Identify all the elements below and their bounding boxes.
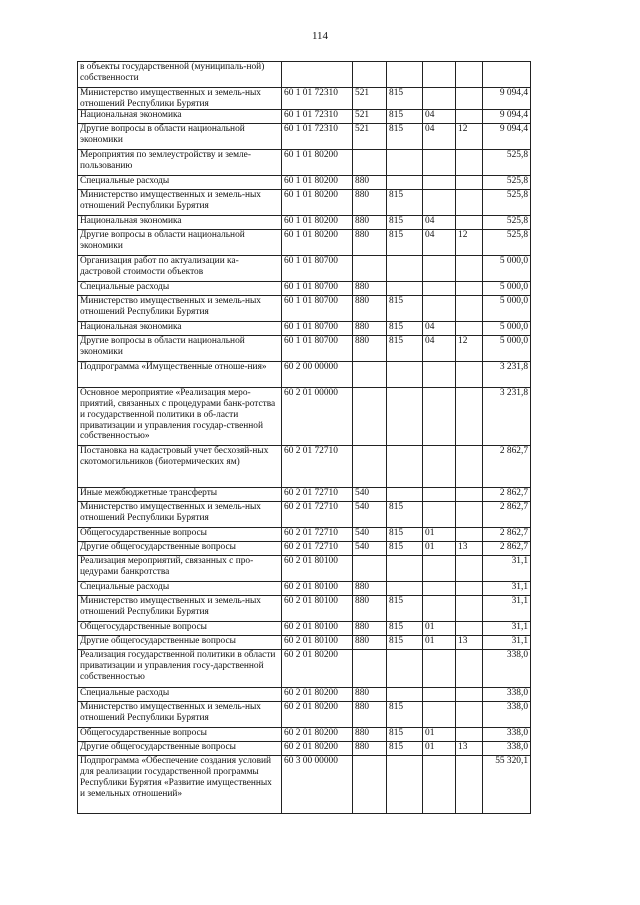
row-code-cell: 60 1 01 72310 bbox=[282, 124, 353, 150]
budget-table bbox=[77, 61, 531, 814]
row-sum-cell: 525,8 bbox=[483, 216, 531, 230]
row-name-cell: Министерство имущественных и земель-ных отношений Республики Бурятия bbox=[78, 596, 282, 622]
row-code-cell: 60 2 01 72710 bbox=[282, 488, 353, 502]
row-ministry-code-cell: 815 bbox=[387, 742, 423, 756]
row-sum-cell: 5 000,0 bbox=[483, 282, 531, 296]
table-row bbox=[78, 556, 531, 582]
row-expense-type-cell: 540 bbox=[353, 542, 387, 556]
table-row bbox=[78, 190, 531, 216]
row-expense-type-cell: 540 bbox=[353, 488, 387, 502]
row-ministry-code-cell bbox=[387, 556, 423, 582]
row-expense-type-cell: 880 bbox=[353, 702, 387, 728]
row-name-cell: Другие вопросы в области национальной экономики bbox=[78, 336, 282, 362]
row-sum-cell: 2 862,7 bbox=[483, 488, 531, 502]
row-expense-type-cell: 880 bbox=[353, 336, 387, 362]
row-subsection-cell bbox=[456, 502, 483, 528]
table-row bbox=[78, 256, 531, 282]
row-code-cell bbox=[282, 62, 353, 88]
row-section-cell: 04 bbox=[423, 124, 456, 150]
row-section-cell: 01 bbox=[423, 728, 456, 742]
row-section-cell bbox=[423, 176, 456, 190]
row-subsection-cell bbox=[456, 650, 483, 688]
row-sum-cell: 525,8 bbox=[483, 150, 531, 176]
row-sum-cell: 525,8 bbox=[483, 230, 531, 256]
row-section-cell bbox=[423, 190, 456, 216]
row-code-cell: 60 1 01 80700 bbox=[282, 322, 353, 336]
row-expense-type-cell bbox=[353, 556, 387, 582]
row-name-cell: Министерство имущественных и земель-ных отношений Республики Бурятия bbox=[78, 190, 282, 216]
row-code-cell: 60 1 01 72310 bbox=[282, 110, 353, 124]
row-name-cell: Общегосударственные вопросы bbox=[78, 528, 282, 542]
row-subsection-cell bbox=[456, 528, 483, 542]
row-expense-type-cell bbox=[353, 756, 387, 814]
row-subsection-cell bbox=[456, 556, 483, 582]
row-name-cell: Реализация государственной политики в области приватизации и управления госу-дарственной собственностью bbox=[78, 650, 282, 688]
row-name-cell: Организация работ по актуализации ка-дастровой стоимости объектов bbox=[78, 256, 282, 282]
row-name-cell: Специальные расходы bbox=[78, 582, 282, 596]
row-sum-cell: 2 862,7 bbox=[483, 502, 531, 528]
row-sum-cell: 525,8 bbox=[483, 190, 531, 216]
row-code-cell: 60 2 01 80200 bbox=[282, 702, 353, 728]
row-expense-type-cell: 880 bbox=[353, 322, 387, 336]
row-code-cell: 60 3 00 00000 bbox=[282, 756, 353, 814]
row-subsection-cell: 12 bbox=[456, 230, 483, 256]
row-ministry-code-cell: 815 bbox=[387, 110, 423, 124]
row-sum-cell: 338,0 bbox=[483, 728, 531, 742]
row-expense-type-cell bbox=[353, 150, 387, 176]
row-subsection-cell: 13 bbox=[456, 742, 483, 756]
row-subsection-cell: 12 bbox=[456, 124, 483, 150]
row-section-cell bbox=[423, 388, 456, 446]
row-expense-type-cell: 880 bbox=[353, 596, 387, 622]
row-code-cell: 60 2 01 72710 bbox=[282, 502, 353, 528]
row-sum-cell: 2 862,7 bbox=[483, 528, 531, 542]
row-section-cell bbox=[423, 282, 456, 296]
row-expense-type-cell bbox=[353, 388, 387, 446]
row-section-cell bbox=[423, 650, 456, 688]
row-ministry-code-cell: 815 bbox=[387, 88, 423, 110]
row-expense-type-cell bbox=[353, 446, 387, 488]
budget-table-body bbox=[78, 62, 531, 814]
row-sum-cell: 55 320,1 bbox=[483, 756, 531, 814]
row-subsection-cell bbox=[456, 110, 483, 124]
table-row bbox=[78, 110, 531, 124]
table-row bbox=[78, 176, 531, 190]
table-row bbox=[78, 388, 531, 446]
row-ministry-code-cell: 815 bbox=[387, 622, 423, 636]
row-ministry-code-cell bbox=[387, 176, 423, 190]
row-expense-type-cell: 540 bbox=[353, 528, 387, 542]
row-sum-cell: 2 862,7 bbox=[483, 542, 531, 556]
row-name-cell: Национальная экономика bbox=[78, 110, 282, 124]
row-code-cell: 60 1 01 80700 bbox=[282, 336, 353, 362]
row-name-cell: Иные межбюджетные трансферты bbox=[78, 488, 282, 502]
table-row bbox=[78, 336, 531, 362]
row-name-cell: Министерство имущественных и земель-ных отношений Республики Бурятия bbox=[78, 702, 282, 728]
row-name-cell: Другие вопросы в области национальной экономики bbox=[78, 230, 282, 256]
row-ministry-code-cell: 815 bbox=[387, 296, 423, 322]
row-sum-cell: 525,8 bbox=[483, 176, 531, 190]
row-section-cell bbox=[423, 446, 456, 488]
row-code-cell: 60 2 01 80200 bbox=[282, 688, 353, 702]
row-expense-type-cell: 521 bbox=[353, 110, 387, 124]
row-sum-cell: 9 094,4 bbox=[483, 110, 531, 124]
row-subsection-cell: 12 bbox=[456, 336, 483, 362]
row-code-cell: 60 1 01 80700 bbox=[282, 282, 353, 296]
row-subsection-cell bbox=[456, 256, 483, 282]
row-ministry-code-cell: 815 bbox=[387, 528, 423, 542]
table-row bbox=[78, 362, 531, 388]
row-sum-cell: 338,0 bbox=[483, 702, 531, 728]
table-row bbox=[78, 446, 531, 488]
row-ministry-code-cell: 815 bbox=[387, 216, 423, 230]
row-section-cell bbox=[423, 150, 456, 176]
row-subsection-cell bbox=[456, 622, 483, 636]
table-row bbox=[78, 124, 531, 150]
table-row bbox=[78, 488, 531, 502]
row-subsection-cell bbox=[456, 62, 483, 88]
row-code-cell: 60 2 01 00000 bbox=[282, 388, 353, 446]
row-ministry-code-cell bbox=[387, 256, 423, 282]
row-code-cell: 60 1 01 80200 bbox=[282, 176, 353, 190]
row-subsection-cell bbox=[456, 488, 483, 502]
row-name-cell: Национальная экономика bbox=[78, 216, 282, 230]
row-ministry-code-cell bbox=[387, 688, 423, 702]
table-row bbox=[78, 650, 531, 688]
row-ministry-code-cell: 815 bbox=[387, 702, 423, 728]
row-ministry-code-cell: 815 bbox=[387, 124, 423, 150]
row-sum-cell: 338,0 bbox=[483, 688, 531, 702]
row-subsection-cell: 13 bbox=[456, 542, 483, 556]
row-code-cell: 60 2 01 80100 bbox=[282, 622, 353, 636]
row-sum-cell: 3 231,8 bbox=[483, 362, 531, 388]
row-sum-cell: 338,0 bbox=[483, 650, 531, 688]
row-sum-cell: 5 000,0 bbox=[483, 336, 531, 362]
table-row bbox=[78, 88, 531, 110]
row-sum-cell: 338,0 bbox=[483, 742, 531, 756]
row-subsection-cell bbox=[456, 728, 483, 742]
table-row bbox=[78, 322, 531, 336]
row-section-cell: 01 bbox=[423, 622, 456, 636]
row-expense-type-cell: 880 bbox=[353, 176, 387, 190]
row-section-cell bbox=[423, 702, 456, 728]
table-row bbox=[78, 502, 531, 528]
row-expense-type-cell: 880 bbox=[353, 728, 387, 742]
row-name-cell: Подпрограмма «Обеспечение создания условий для реализации государственной программы Республики Бурятия «Развитие имущественных и земельных отношений» bbox=[78, 756, 282, 814]
row-subsection-cell bbox=[456, 388, 483, 446]
row-section-cell: 04 bbox=[423, 110, 456, 124]
row-sum-cell: 2 862,7 bbox=[483, 446, 531, 488]
row-code-cell: 60 2 01 72710 bbox=[282, 446, 353, 488]
row-name-cell: Постановка на кадастровый учет бесхозяй-ных скотомогильников (биотермических ям) bbox=[78, 446, 282, 488]
row-ministry-code-cell bbox=[387, 488, 423, 502]
row-code-cell: 60 1 01 72310 bbox=[282, 88, 353, 110]
row-ministry-code-cell bbox=[387, 388, 423, 446]
row-expense-type-cell: 880 bbox=[353, 636, 387, 650]
row-expense-type-cell: 880 bbox=[353, 282, 387, 296]
row-ministry-code-cell bbox=[387, 582, 423, 596]
row-ministry-code-cell bbox=[387, 62, 423, 88]
row-expense-type-cell bbox=[353, 256, 387, 282]
row-ministry-code-cell: 815 bbox=[387, 230, 423, 256]
row-code-cell: 60 2 01 80100 bbox=[282, 596, 353, 622]
table-row bbox=[78, 582, 531, 596]
row-name-cell: Специальные расходы bbox=[78, 176, 282, 190]
row-code-cell: 60 2 01 72710 bbox=[282, 528, 353, 542]
row-expense-type-cell: 880 bbox=[353, 216, 387, 230]
row-ministry-code-cell: 815 bbox=[387, 322, 423, 336]
row-section-cell: 01 bbox=[423, 528, 456, 542]
row-subsection-cell bbox=[456, 88, 483, 110]
row-section-cell bbox=[423, 596, 456, 622]
page-number: 114 bbox=[311, 30, 329, 42]
row-expense-type-cell: 880 bbox=[353, 190, 387, 216]
row-code-cell: 60 2 01 80100 bbox=[282, 636, 353, 650]
row-name-cell: Другие общегосударственные вопросы bbox=[78, 636, 282, 650]
table-row bbox=[78, 542, 531, 556]
row-section-cell: 01 bbox=[423, 542, 456, 556]
row-section-cell bbox=[423, 688, 456, 702]
row-expense-type-cell bbox=[353, 62, 387, 88]
table-row bbox=[78, 756, 531, 814]
row-expense-type-cell: 540 bbox=[353, 502, 387, 528]
table-row bbox=[78, 150, 531, 176]
row-name-cell: Другие вопросы в области национальной экономики bbox=[78, 124, 282, 150]
row-section-cell bbox=[423, 62, 456, 88]
row-section-cell bbox=[423, 756, 456, 814]
row-sum-cell: 3 231,8 bbox=[483, 388, 531, 446]
row-sum-cell: 5 000,0 bbox=[483, 322, 531, 336]
row-sum-cell: 5 000,0 bbox=[483, 296, 531, 322]
row-code-cell: 60 1 01 80700 bbox=[282, 296, 353, 322]
row-name-cell: Специальные расходы bbox=[78, 282, 282, 296]
row-code-cell: 60 2 01 80200 bbox=[282, 728, 353, 742]
row-section-cell: 01 bbox=[423, 636, 456, 650]
row-sum-cell: 31,1 bbox=[483, 596, 531, 622]
row-ministry-code-cell bbox=[387, 650, 423, 688]
row-name-cell: Другие общегосударственные вопросы bbox=[78, 742, 282, 756]
row-subsection-cell bbox=[456, 190, 483, 216]
row-subsection-cell bbox=[456, 596, 483, 622]
row-name-cell: Другие общегосударственные вопросы bbox=[78, 542, 282, 556]
row-name-cell: Национальная экономика bbox=[78, 322, 282, 336]
row-name-cell: Реализация мероприятий, связанных с про-цедурами банкротства bbox=[78, 556, 282, 582]
row-name-cell: Министерство имущественных и земель-ных отношений Республики Бурятия bbox=[78, 88, 282, 110]
row-ministry-code-cell bbox=[387, 150, 423, 176]
row-ministry-code-cell: 815 bbox=[387, 636, 423, 650]
row-section-cell bbox=[423, 88, 456, 110]
row-subsection-cell bbox=[456, 688, 483, 702]
table-row bbox=[78, 742, 531, 756]
row-subsection-cell bbox=[456, 362, 483, 388]
row-subsection-cell bbox=[456, 150, 483, 176]
row-expense-type-cell: 521 bbox=[353, 124, 387, 150]
row-expense-type-cell: 521 bbox=[353, 88, 387, 110]
row-expense-type-cell bbox=[353, 650, 387, 688]
table-row bbox=[78, 622, 531, 636]
row-section-cell: 01 bbox=[423, 742, 456, 756]
row-subsection-cell bbox=[456, 756, 483, 814]
table-row bbox=[78, 282, 531, 296]
row-expense-type-cell bbox=[353, 362, 387, 388]
row-code-cell: 60 2 01 72710 bbox=[282, 542, 353, 556]
row-ministry-code-cell bbox=[387, 282, 423, 296]
row-code-cell: 60 2 01 80100 bbox=[282, 556, 353, 582]
row-subsection-cell bbox=[456, 176, 483, 190]
table-row bbox=[78, 702, 531, 728]
row-code-cell: 60 2 01 80200 bbox=[282, 650, 353, 688]
table-row bbox=[78, 62, 531, 88]
row-ministry-code-cell: 815 bbox=[387, 728, 423, 742]
row-name-cell: Общегосударственные вопросы bbox=[78, 728, 282, 742]
row-sum-cell: 9 094,4 bbox=[483, 124, 531, 150]
row-subsection-cell bbox=[456, 446, 483, 488]
table-row bbox=[78, 728, 531, 742]
row-section-cell bbox=[423, 256, 456, 282]
row-name-cell: Мероприятия по землеустройству и земле-пользованию bbox=[78, 150, 282, 176]
row-section-cell bbox=[423, 362, 456, 388]
row-section-cell: 04 bbox=[423, 230, 456, 256]
row-name-cell: Министерство имущественных и земель-ных отношений Республики Бурятия bbox=[78, 502, 282, 528]
row-subsection-cell bbox=[456, 282, 483, 296]
row-ministry-code-cell bbox=[387, 446, 423, 488]
row-sum-cell: 31,1 bbox=[483, 636, 531, 650]
row-expense-type-cell: 880 bbox=[353, 582, 387, 596]
table-row bbox=[78, 296, 531, 322]
table-row bbox=[78, 216, 531, 230]
row-section-cell: 04 bbox=[423, 322, 456, 336]
row-name-cell: Министерство имущественных и земель-ных отношений Республики Бурятия bbox=[78, 296, 282, 322]
row-name-cell: Подпрограмма «Имущественные отноше-ния» bbox=[78, 362, 282, 388]
row-subsection-cell: 13 bbox=[456, 636, 483, 650]
row-expense-type-cell: 880 bbox=[353, 622, 387, 636]
row-section-cell bbox=[423, 488, 456, 502]
row-subsection-cell bbox=[456, 582, 483, 596]
table-row bbox=[78, 230, 531, 256]
row-ministry-code-cell: 815 bbox=[387, 596, 423, 622]
row-section-cell: 04 bbox=[423, 336, 456, 362]
row-ministry-code-cell bbox=[387, 756, 423, 814]
table-row bbox=[78, 636, 531, 650]
row-name-cell: Основное мероприятие «Реализация меро-приятий, связанных с процедурами банк-ротства и государственной политики в об-ласти приватизации и управления государ-ственной собственностью» bbox=[78, 388, 282, 446]
row-name-cell: в объекты государственной (муниципаль-ной) собственности bbox=[78, 62, 282, 88]
row-section-cell bbox=[423, 502, 456, 528]
row-sum-cell: 9 094,4 bbox=[483, 88, 531, 110]
row-code-cell: 60 1 01 80200 bbox=[282, 216, 353, 230]
row-code-cell: 60 1 01 80700 bbox=[282, 256, 353, 282]
row-sum-cell: 31,1 bbox=[483, 622, 531, 636]
row-section-cell: 04 bbox=[423, 216, 456, 230]
row-subsection-cell bbox=[456, 216, 483, 230]
row-subsection-cell bbox=[456, 702, 483, 728]
row-code-cell: 60 2 01 80100 bbox=[282, 582, 353, 596]
row-ministry-code-cell: 815 bbox=[387, 190, 423, 216]
row-expense-type-cell: 880 bbox=[353, 230, 387, 256]
row-section-cell bbox=[423, 556, 456, 582]
row-section-cell bbox=[423, 296, 456, 322]
row-subsection-cell bbox=[456, 322, 483, 336]
row-ministry-code-cell: 815 bbox=[387, 336, 423, 362]
row-ministry-code-cell: 815 bbox=[387, 542, 423, 556]
row-ministry-code-cell bbox=[387, 362, 423, 388]
row-sum-cell: 5 000,0 bbox=[483, 256, 531, 282]
row-code-cell: 60 1 01 80200 bbox=[282, 230, 353, 256]
row-code-cell: 60 1 01 80200 bbox=[282, 150, 353, 176]
row-ministry-code-cell: 815 bbox=[387, 502, 423, 528]
table-row bbox=[78, 596, 531, 622]
table-row bbox=[78, 528, 531, 542]
row-name-cell: Общегосударственные вопросы bbox=[78, 622, 282, 636]
row-sum-cell: 31,1 bbox=[483, 582, 531, 596]
row-name-cell: Специальные расходы bbox=[78, 688, 282, 702]
row-code-cell: 60 2 01 80200 bbox=[282, 742, 353, 756]
table-row bbox=[78, 688, 531, 702]
row-expense-type-cell: 880 bbox=[353, 742, 387, 756]
row-code-cell: 60 1 01 80200 bbox=[282, 190, 353, 216]
row-code-cell: 60 2 00 00000 bbox=[282, 362, 353, 388]
row-subsection-cell bbox=[456, 296, 483, 322]
row-sum-cell bbox=[483, 62, 531, 88]
row-expense-type-cell: 880 bbox=[353, 296, 387, 322]
row-section-cell bbox=[423, 582, 456, 596]
row-sum-cell: 31,1 bbox=[483, 556, 531, 582]
row-expense-type-cell: 880 bbox=[353, 688, 387, 702]
